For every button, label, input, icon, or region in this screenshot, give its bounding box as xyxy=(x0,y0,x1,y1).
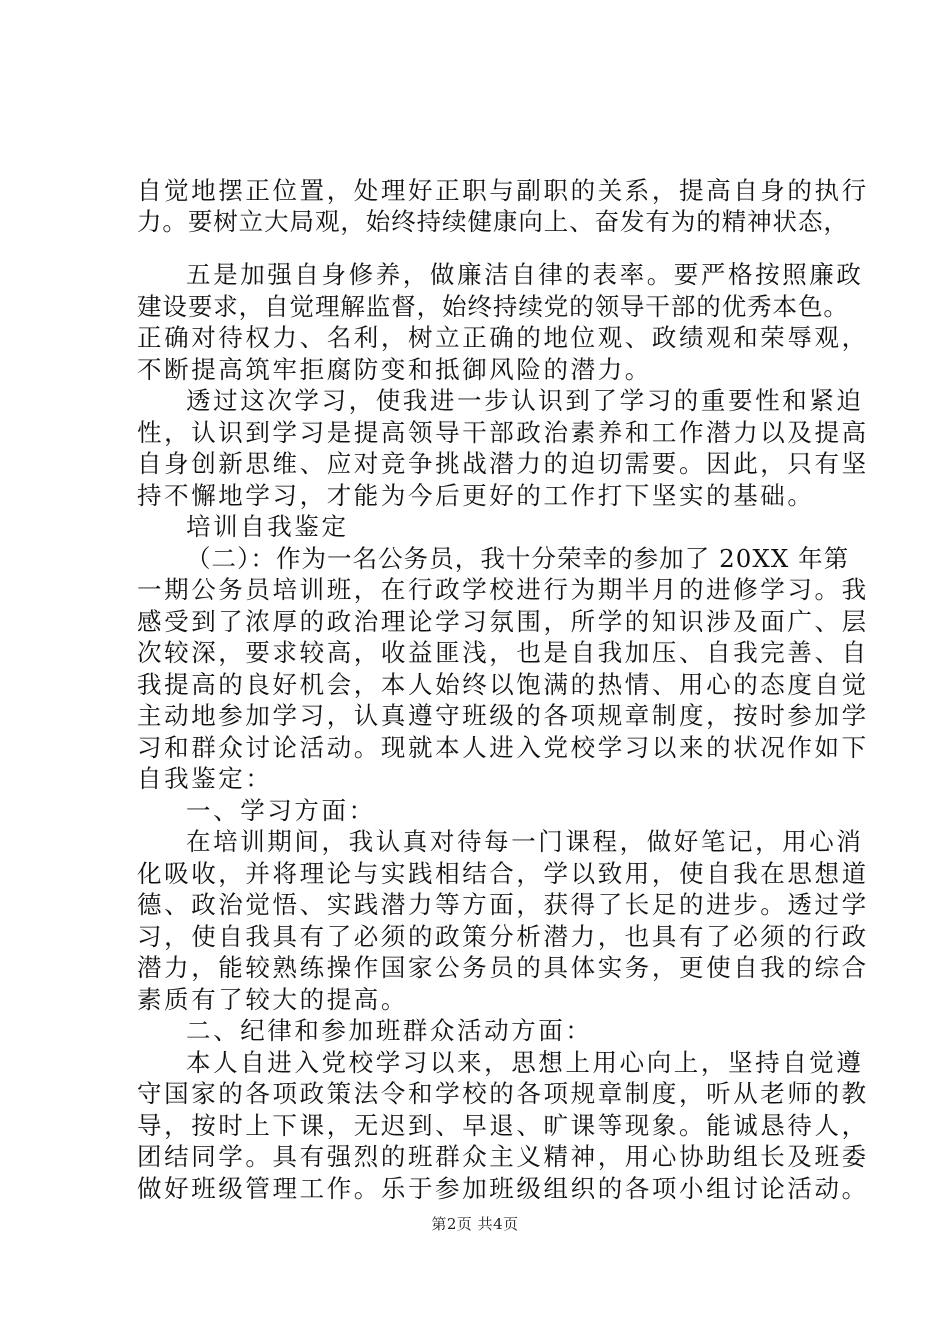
text-line: 主动地参加学习，认真遵守班级的各项规章制度，按时参加学 xyxy=(137,701,869,730)
paragraph-start-line: 五是加强自身修养，做廉洁自律的表率。要严格按照廉政 xyxy=(186,260,864,289)
section-heading: 二、纪律和参加班群众活动方面： xyxy=(186,1016,593,1045)
text-line: 建设要求，自觉理解监督，始终持续党的领导干部的优秀本色。 xyxy=(137,292,849,321)
text-line: 我提高的良好机会，本人始终以饱满的热情、用心的态度自觉 xyxy=(137,670,869,699)
text-line: 自身创新思维、应对竞争挑战潜力的迫切需要。因此，只有坚 xyxy=(137,449,869,478)
text-line: 德、政治觉悟、实践潜力等方面，获得了长足的进步。透过学 xyxy=(137,890,869,919)
text-line: 感受到了浓厚的政治理论学习氛围，所学的知识涉及面广、层 xyxy=(137,607,869,636)
paragraph-start-line: （二）：作为一名公务员，我十分荣幸的参加了 20XX 年第 xyxy=(186,544,850,573)
paragraph-start-line: 透过这次学习，使我进一步认识到了学习的重要性和紧迫 xyxy=(186,386,864,415)
text-line: 次较深，要求较高，收益匪浅，也是自我加压、自我完善、自 xyxy=(137,638,869,667)
text-line: 习和群众讨论活动。现就本人进入党校学习以来的状况作如下 xyxy=(137,733,869,762)
section-heading: 一、学习方面： xyxy=(186,796,376,825)
text-line: 一期公务员培训班，在行政学校进行为期半月的进修学习。我 xyxy=(137,575,869,604)
text-line: 正确对待权力、名利，树立正确的地位观、政绩观和荣辱观， xyxy=(137,323,869,352)
page-number-footer: 第2页 共4页 xyxy=(431,1215,519,1233)
paragraph-start-line: 在培训期间，我认真对待每一门课程，做好笔记，用心消 xyxy=(186,827,864,856)
text-line: 自我鉴定： xyxy=(137,764,273,793)
text-line: 潜力，能较熟练操作国家公务员的具体实务，更使自我的综合 xyxy=(137,953,869,982)
text-line: 守国家的各项政策法令和学校的各项规章制度，听从老师的教 xyxy=(137,1079,869,1108)
section-heading: 培训自我鉴定 xyxy=(186,512,349,541)
text-line: 持不懈地学习，才能为今后更好的工作打下坚实的基础。 xyxy=(137,481,815,510)
text-line: 导，按时上下课，无迟到、早退、旷课等现象。能诚恳待人， xyxy=(137,1111,869,1140)
text-line: 自觉地摆正位置，处理好正职与副职的关系，提高自身的执行 xyxy=(137,176,869,205)
text-line: 团结同学。具有强烈的班群众主义精神，用心协助组长及班委 xyxy=(137,1142,869,1171)
text-line: 习，使自我具有了必须的政策分析潜力，也具有了必须的行政 xyxy=(137,922,869,951)
text-line: 不断提高筑牢拒腐防变和抵御风险的潜力。 xyxy=(137,355,652,384)
paragraph-start-line: 本人自进入党校学习以来，思想上用心向上，坚持自觉遵 xyxy=(186,1048,864,1077)
text-line: 做好班级管理工作。乐于参加班级组织的各项小组讨论活动。 xyxy=(137,1174,869,1203)
text-line: 力。要树立大局观，始终持续健康向上、奋发有为的精神状态， xyxy=(137,207,849,236)
text-line: 素质有了较大的提高。 xyxy=(137,985,408,1014)
text-line: 性，认识到学习是提高领导干部政治素养和工作潜力以及提高 xyxy=(137,418,869,447)
text-line: 化吸收，并将理论与实践相结合，学以致用，使自我在思想道 xyxy=(137,859,869,888)
